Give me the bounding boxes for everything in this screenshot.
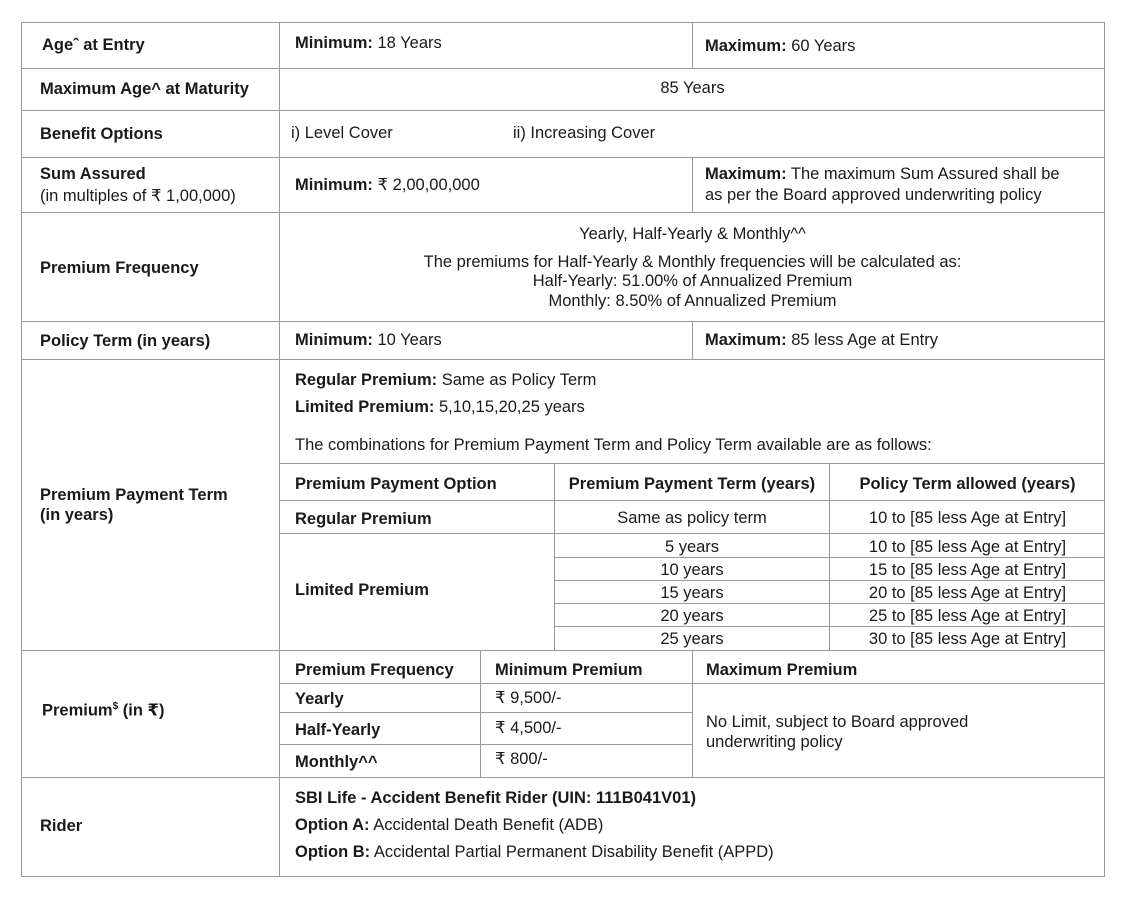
ppt-header-option: Premium Payment Option: [295, 475, 497, 493]
row-divider: [21, 212, 1105, 213]
inner-divider: [280, 500, 1105, 501]
premium-frequency-monthly: Monthly: 8.50% of Annualized Premium: [548, 292, 837, 310]
row-divider: [21, 110, 1105, 111]
ppt-limited-policy: 25 to [85 less Age at Entry]: [868, 607, 1067, 625]
inner-divider: [280, 463, 1105, 464]
premium-min-yearly: ₹ 9,500/-: [495, 689, 562, 707]
benefit-options-label: Benefit Options: [40, 125, 163, 143]
ppt-limited-policy: 30 to [85 less Age at Entry]: [868, 630, 1067, 648]
premium-min-monthly: ₹ 800/-: [495, 750, 548, 768]
inner-divider: [692, 650, 693, 777]
premium-frequency-value: Yearly, Half-Yearly & Monthly^^: [579, 225, 806, 243]
policy-term-label: Policy Term (in years): [40, 332, 211, 350]
ppt-combo-note: The combinations for Premium Payment Term and Policy Term available are as follows:: [295, 436, 932, 454]
premium-header-frequency: Premium Frequency: [295, 661, 454, 679]
inner-divider: [280, 533, 1105, 534]
age-entry-max: Maximum: 60 Years: [705, 37, 856, 55]
ppt-limited-term: 20 years: [660, 607, 724, 625]
sum-assured-sublabel: (in multiples of ₹ 1,00,000): [40, 187, 236, 205]
max-age-value: 85 Years: [660, 79, 725, 97]
premium-label: Premium$ (in ₹): [42, 701, 165, 720]
benefit-option-level: i) Level Cover: [291, 124, 393, 142]
ppt-limited-policy: 15 to [85 less Age at Entry]: [868, 561, 1067, 579]
row-divider: [21, 157, 1105, 158]
ppt-limited-term: 25 years: [660, 630, 724, 648]
premium-max-value-cont: underwriting policy: [706, 733, 843, 751]
rider-title: SBI Life - Accident Benefit Rider (UIN: 111B041V01): [295, 789, 697, 807]
age-entry-min: Minimum: 18 Years: [295, 34, 442, 52]
ppt-sublabel: (in years): [40, 506, 114, 524]
premium-min-half-yearly: ₹ 4,500/-: [495, 719, 562, 737]
rider-label: Rider: [40, 817, 83, 835]
sum-assured-max-cont: as per the Board approved underwriting policy: [705, 186, 1042, 204]
row-divider: [21, 650, 1105, 651]
ppt-limited-term: 10 years: [660, 561, 724, 579]
ppt-label: Premium Payment Term: [40, 486, 228, 504]
premium-frequency-half-yearly: Half-Yearly: 51.00% of Annualized Premium: [532, 272, 853, 290]
ppt-header-policy: Policy Term allowed (years): [859, 475, 1076, 493]
premium-frequency-note: The premiums for Half-Yearly & Monthly frequencies will be calculated as:: [423, 253, 962, 271]
premium-header-min: Minimum Premium: [495, 661, 643, 679]
benefit-option-increasing: ii) Increasing Cover: [513, 124, 656, 142]
sum-assured-max: Maximum: The maximum Sum Assured shall be: [705, 165, 1060, 183]
policy-term-max: Maximum: 85 less Age at Entry: [705, 331, 938, 349]
premium-freq-yearly: Yearly: [295, 690, 344, 708]
rider-option-b: Option B: Accidental Partial Permanent Disability Benefit (APPD): [295, 843, 774, 861]
col-divider: [279, 22, 280, 877]
ppt-regular: Regular Premium: Same as Policy Term: [295, 371, 597, 389]
ppt-regular-policy: 10 to [85 less Age at Entry]: [868, 509, 1067, 527]
row-divider: [21, 68, 1105, 69]
sum-assured-label: Sum Assured: [40, 165, 146, 183]
inner-divider: [280, 744, 692, 745]
premium-frequency-label: Premium Frequency: [40, 259, 199, 277]
ppt-limited: Limited Premium: 5,10,15,20,25 years: [295, 398, 585, 416]
premium-freq-monthly: Monthly^^: [295, 753, 378, 771]
ppt-limited-term: 5 years: [664, 538, 720, 556]
premium-freq-half-yearly: Half-Yearly: [295, 721, 381, 739]
ppt-limited-policy: 10 to [85 less Age at Entry]: [868, 538, 1067, 556]
rider-option-a: Option A: Accidental Death Benefit (ADB): [295, 816, 604, 834]
row-divider: [21, 777, 1105, 778]
col-divider: [692, 22, 693, 68]
inner-divider: [280, 712, 692, 713]
ppt-limited-policy: 20 to [85 less Age at Entry]: [868, 584, 1067, 602]
col-divider: [692, 321, 693, 359]
row-divider: [21, 359, 1105, 360]
ppt-header-term: Premium Payment Term (years): [568, 475, 816, 493]
ppt-regular-term: Same as policy term: [617, 509, 767, 527]
ppt-limited-option: Limited Premium: [295, 581, 429, 599]
max-age-label: Maximum Age^ at Maturity: [40, 80, 249, 98]
ppt-limited-term: 15 years: [660, 584, 724, 602]
col-divider: [692, 157, 693, 212]
policy-term-min: Minimum: 10 Years: [295, 331, 442, 349]
age-entry-label: Ageˆ at Entry: [42, 36, 145, 54]
inner-divider: [480, 650, 481, 777]
row-divider: [21, 321, 1105, 322]
premium-header-max: Maximum Premium: [706, 661, 858, 679]
ppt-regular-option: Regular Premium: [295, 510, 432, 528]
premium-max-value: No Limit, subject to Board approved: [706, 713, 969, 731]
sum-assured-min: Minimum: ₹ 2,00,00,000: [295, 176, 480, 194]
